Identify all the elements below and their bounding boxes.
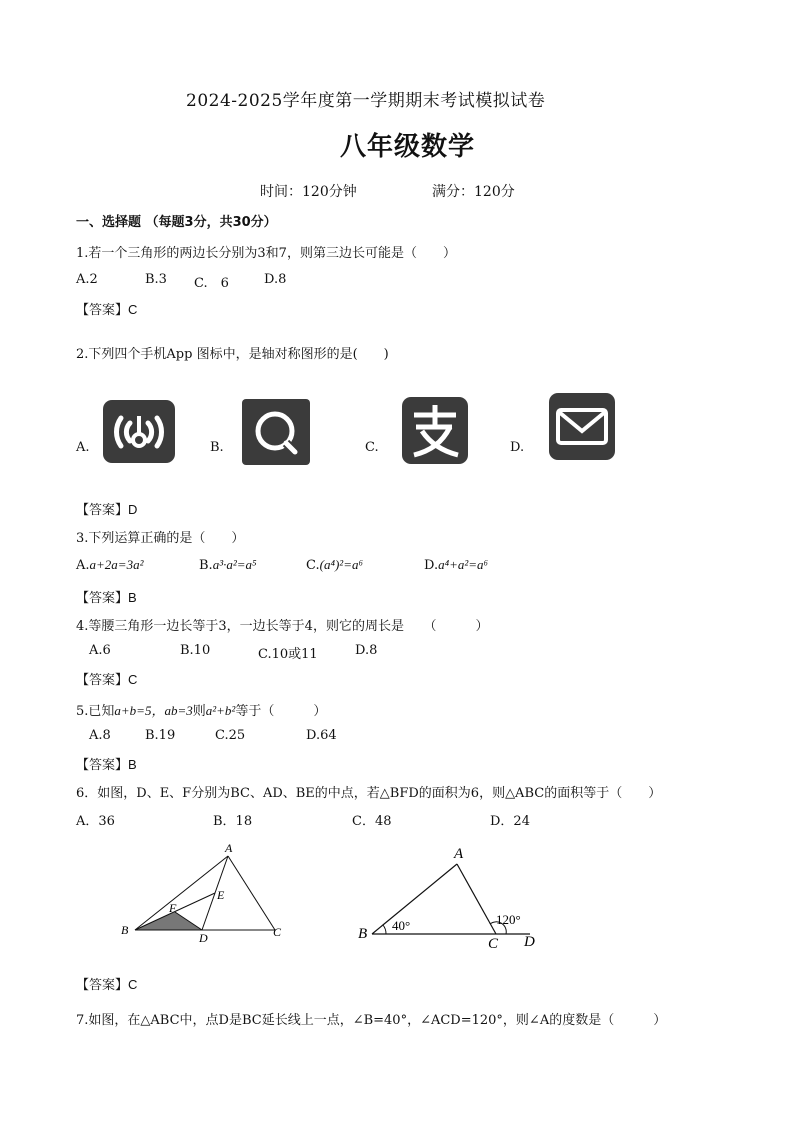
figure-triangle-midpoints: [115, 842, 295, 947]
q4-option-b: B.10: [180, 643, 211, 658]
q3-option-c: [306, 557, 363, 573]
stem-prefix: 5.已知: [76, 704, 115, 719]
q1-answer: [76, 299, 137, 318]
label-b: B: [121, 923, 129, 937]
mail-icon: [549, 393, 615, 460]
q6-option-d: D．24: [490, 814, 530, 829]
answer-tag: 【答案】: [76, 758, 129, 773]
label-e: E: [217, 888, 225, 902]
question-1-stem: 1.若一个三角形的两边长分别为3和7，则第三边长可能是（ ）: [76, 246, 456, 261]
option-expression: a+2a=3a²: [89, 557, 144, 572]
question-6-stem: 6．如图，D、E、F分别为BC、AD、BE的中点，若△BFD的面积为6，则△ABC的面积等于（ ）: [76, 786, 662, 801]
answer-value: C: [128, 977, 138, 992]
label-c: C: [488, 936, 499, 952]
question-2-stem: 2.下列四个手机App 图标中，是轴对称图形的是( ): [76, 347, 389, 362]
answer-value: B: [128, 590, 137, 605]
answer-tag: 【答案】: [76, 503, 129, 518]
label-f: F: [169, 901, 177, 915]
q5-option-d: D.64: [306, 728, 337, 743]
wifi-key-icon: [103, 400, 175, 463]
option-label: B.: [199, 558, 213, 573]
q3-option-a: [76, 557, 143, 573]
label-d: D: [199, 931, 208, 945]
question-5-stem: [76, 700, 326, 719]
q2-option-c: C.: [365, 440, 379, 455]
q1-option-d: D.8: [264, 272, 287, 287]
q6-option-c: C．48: [352, 814, 392, 829]
question-4-stem: 4.等腰三角形一边长等于3，一边长等于4，则它的周长是 （ ）: [76, 619, 489, 634]
stem-expression-1: a+b=5，ab=3: [114, 703, 193, 718]
option-expression: a³·a²=a⁵: [212, 557, 257, 572]
exam-time: 时间：120分钟: [260, 184, 357, 200]
search-q-icon: [242, 399, 310, 465]
answer-value: B: [128, 757, 137, 772]
alipay-icon: [402, 397, 468, 464]
option-expression: a⁴+a²=a⁶: [438, 557, 489, 572]
answer-tag: 【答案】: [76, 591, 129, 606]
q4-option-d: D.8: [355, 643, 378, 658]
q5-option-a: A.8: [89, 728, 111, 743]
answer-value: D: [128, 502, 138, 517]
label-a: A: [225, 842, 233, 855]
exam-score: 满分：120分: [432, 184, 515, 200]
angle-b-label: 40°: [392, 918, 411, 933]
exam-title: 2024-2025学年度第一学期期末考试模拟试卷: [186, 91, 546, 111]
q2-option-a: A.: [76, 440, 90, 455]
q1-option-c: C. 6: [194, 276, 229, 291]
answer-value: C: [128, 302, 138, 317]
q4-answer: [76, 669, 137, 688]
answer-tag: 【答案】: [76, 303, 129, 318]
answer-tag: 【答案】: [76, 673, 129, 688]
stem-suffix: 等于（ ）: [235, 704, 327, 719]
answer-tag: 【答案】: [76, 978, 129, 993]
label-d: D: [524, 934, 535, 950]
q2-answer: [76, 499, 137, 518]
stem-mid: 则: [192, 704, 206, 719]
label-c: C: [273, 925, 282, 939]
question-3-stem: 3.下列运算正确的是（ ）: [76, 531, 245, 546]
q5-option-b: B.19: [145, 728, 176, 743]
answer-value: C: [128, 672, 138, 687]
q4-option-c: C.10或11: [258, 647, 318, 662]
label-a: A: [454, 846, 464, 862]
q5-option-c: C.25: [215, 728, 246, 743]
label-b: B: [358, 926, 368, 942]
angle-acd-label: 120°: [496, 912, 521, 927]
q4-option-a: A.6: [89, 643, 111, 658]
figure-exterior-angle: [352, 842, 547, 952]
q6-option-b: B．18: [213, 814, 253, 829]
section-heading: 一、选择题 （每题3分，共30分）: [76, 215, 277, 230]
subject-title: 八年级数学: [340, 132, 476, 162]
q3-answer: [76, 587, 137, 606]
stem-expression-2: a²+b²: [205, 703, 236, 718]
option-label: C.: [306, 558, 320, 573]
option-expression: (a⁴)²=a⁶: [319, 557, 363, 572]
q6-answer: [76, 974, 137, 993]
q6-option-a: A．36: [76, 814, 115, 829]
q3-option-b: [199, 557, 257, 573]
q2-option-b: B.: [210, 440, 224, 455]
q5-answer: [76, 754, 137, 773]
q1-option-a: A.2: [76, 272, 98, 287]
question-7-stem: 7.如图，在△ABC中，点D是BC延长线上一点，∠B=40°，∠ACD=120°，则∠A的度数是（ ）: [76, 1013, 667, 1028]
option-label: D.: [424, 558, 439, 573]
q1-option-b: B.3: [145, 272, 167, 287]
q2-option-d: D.: [510, 440, 525, 455]
option-label: A.: [76, 558, 90, 573]
q3-option-d: [424, 557, 488, 573]
